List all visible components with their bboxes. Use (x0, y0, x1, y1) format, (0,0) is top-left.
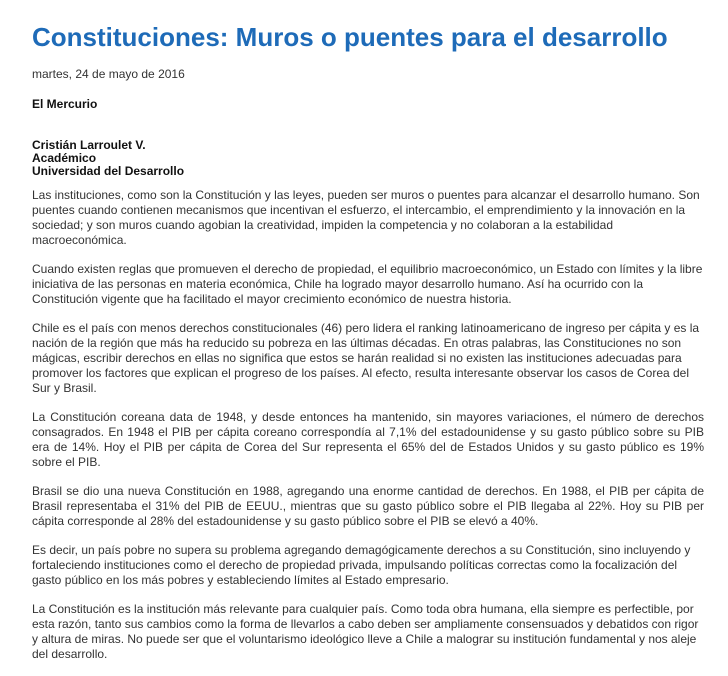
paragraph: Es decir, un país pobre no supera su problema agregando demagógicamente derechos a su Constitución, sino incluyendo y fortaleciendo instituciones como el derecho de propiedad privada, impulsando políticas correctas como la focalización del gasto público en los más pobres y estableciendo límites al Estado empresario. (32, 543, 691, 587)
author-role: Académico (32, 151, 97, 165)
author-name: Cristián Larroulet V. (32, 138, 146, 152)
paragraph: La Constitución es la institución más relevante para cualquier país. Como toda obra humana, ella siempre es perfectible, por esta razón, tanto sus cambios como la forma de llevarlos a cabo deben ser ampliamente consensuados y debatidos con rigor y altura de miras. No puede ser que el voluntarismo ideológico lleve a Chile a malograr su institución fundamental y nos aleje del desarrollo. (32, 602, 699, 661)
paragraph: Chile es el país con menos derechos constitucionales (46) pero lidera el ranking latinoamericano de ingreso per cápita y es la nación de la región que más ha reducido su pobreza en las últimas décadas. En otras palabras, las Constituciones no son mágicas, escribir derechos en ellas no significa que estos se harán realidad si no existen las instituciones adecuadas para promover los factores que explican el progreso de los países. Al efecto, resulta interesante observar los casos de Corea del Sur y Brasil. (32, 321, 700, 395)
paragraph: Cuando existen reglas que promueven el derecho de propiedad, el equilibrio macroeconómico, un Estado con límites y la libre iniciativa de las personas en materia económica, Chile ha logrado mayor desarrollo humano. Así ha ocurrido con la Constitución vigente que ha facilitado el mayor crecimiento económico de nuestra historia. (32, 262, 703, 306)
post-date: martes, 24 de mayo de 2016 (32, 67, 185, 81)
author-block (32, 139, 704, 178)
post-title[interactable]: Constituciones: Muros o puentes para el desarrollo (32, 22, 668, 52)
post-body (32, 188, 704, 662)
blog-post (32, 20, 704, 676)
author-institution: Universidad del Desarrollo (32, 164, 185, 178)
paragraph: Las instituciones, como son la Constitución y las leyes, pueden ser muros o puentes para alcanzar el desarrollo humano. Son puentes cuando contienen mecanismos que incentivan el esfuerzo, el intercambio, el emprendimiento y la innovación en la sociedad; y son muros cuando agobian la creatividad, impiden la competencia y no colaboran a la estabilidad macroeconómica. (32, 188, 700, 247)
paragraph: La Constitución coreana data de 1948, y desde entonces ha mantenido, sin mayores variaciones, el número de derechos consagrados. En 1948 el PIB per cápita coreano correspondía al 7,1% del estadounidense y su gasto público sobre su PIB era de 14%. Hoy el PIB per cápita de Corea del Sur representa el 65% del de Estados Unidos y su gasto público es 19% sobre el PIB. (32, 410, 704, 469)
paragraph: Brasil se dio una nueva Constitución en 1988, agregando una enorme cantidad de derechos. En 1988, el PIB per cápita de Brasil representaba el 31% del PIB de EEUU., mientras que su gasto público sobre el PIB llegaba al 22%. Hoy su PIB per cápita corresponde al 28% del estadounidense y su gasto público sobre el PIB se elevó a 40%. (32, 484, 704, 528)
post-source: El Mercurio (32, 97, 98, 111)
